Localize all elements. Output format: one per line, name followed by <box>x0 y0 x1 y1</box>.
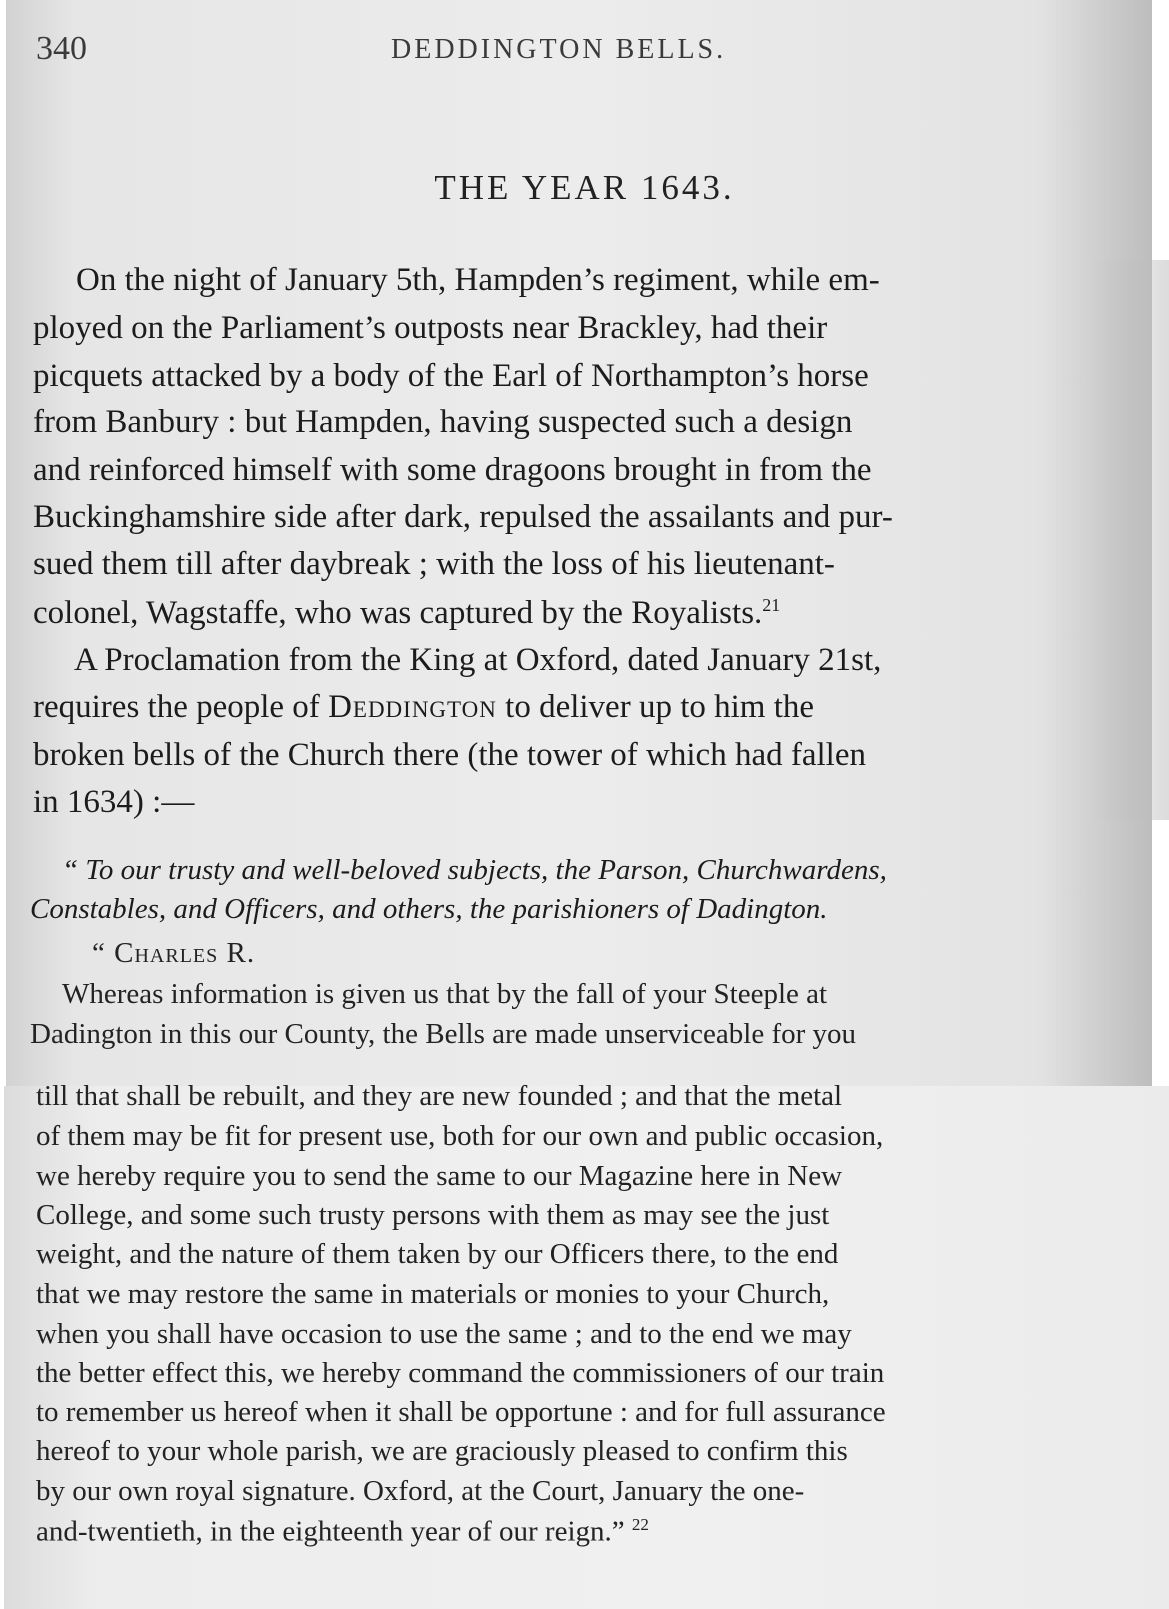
proclamation-line: hereof to your whole parish, we are graciously pleased to confirm this <box>36 1435 848 1467</box>
paragraph1-line: ployed on the Parliament’s outposts near Brackley, had their <box>33 310 828 346</box>
proclamation-line: when you shall have occasion to use the same ; and to the end we may <box>36 1318 852 1350</box>
proclamation-line: College, and some such trusty persons with them as may see the just <box>36 1199 830 1231</box>
proclamation-line: the better effect this, we hereby command the commissioners of our train <box>36 1357 885 1389</box>
footnote-marker-21: 21 <box>762 595 781 615</box>
proclamation-line <box>36 1516 649 1547</box>
place-name-deddington: Deddington <box>328 689 497 725</box>
footnote-marker-22: 22 <box>631 1515 649 1534</box>
paragraph2-line: A Proclamation from the King at Oxford, dated January 21st, <box>74 642 882 678</box>
proclamation-line: Dadington in this our County, the Bells are made unserviceable for you <box>30 1018 857 1050</box>
paragraph1-line: picquets attacked by a body of the Earl of Northampton’s horse <box>33 358 869 394</box>
paragraph2-text: requires the people of <box>33 689 329 725</box>
proclamation-last-line: and-twentieth, in the eighteenth year of our reign.” <box>36 1515 632 1548</box>
address-line: “ To our trusty and well-beloved subjects, the Parson, Churchwardens, <box>62 854 887 886</box>
proclamation-line: of them may be fit for present use, both for our own and public occasion, <box>36 1120 884 1152</box>
paragraph1-last-line: colonel, Wagstaffe, who was captured by the Royalists. <box>33 595 763 631</box>
paragraph1-line: sued them till after daybreak ; with the loss of his lieutenant- <box>33 546 835 582</box>
section-heading: THE YEAR 1643. <box>434 168 735 207</box>
paragraph1-line: Buckinghamshire side after dark, repulsed the assailants and pur- <box>33 499 893 535</box>
running-title: DEDDINGTON BELLS. <box>391 34 727 65</box>
proclamation-line: weight, and the nature of them taken by our Officers there, to the end <box>36 1238 839 1270</box>
paragraph1-line <box>33 596 780 630</box>
paragraph2-line: in 1634) :— <box>33 784 195 820</box>
proclamation-line: that we may restore the same in materials or monies to your Church, <box>36 1278 830 1310</box>
page-number: 340 <box>36 30 87 67</box>
paragraph1-line: and reinforced himself with some dragoons brought in from the <box>33 452 872 488</box>
paragraph1-line: from Banbury : but Hampden, having suspected such a design <box>33 404 853 440</box>
proclamation-line: by our own royal signature. Oxford, at the Court, January the one- <box>36 1475 805 1507</box>
proclamation-line: to remember us hereof when it shall be opportune : and for full assurance <box>36 1396 886 1428</box>
proclamation-line: Whereas information is given us that by the fall of your Steeple at <box>62 978 828 1010</box>
address-line: Constables, and Officers, and others, the parishioners of Dadington. <box>30 893 828 925</box>
royal-signature: “ Charles R. <box>92 937 256 969</box>
paragraph2-line: broken bells of the Church there (the tower of which had fallen <box>33 737 866 773</box>
proclamation-line: we hereby require you to send the same to our Magazine here in New <box>36 1160 843 1192</box>
paragraph1-line: On the night of January 5th, Hampden’s regiment, while em- <box>76 262 880 298</box>
paragraph2-text: to deliver up to him the <box>496 689 815 725</box>
proclamation-line: till that shall be rebuilt, and they are new founded ; and that the metal <box>36 1080 843 1112</box>
running-head <box>36 30 1133 70</box>
paragraph2-line <box>33 691 814 724</box>
